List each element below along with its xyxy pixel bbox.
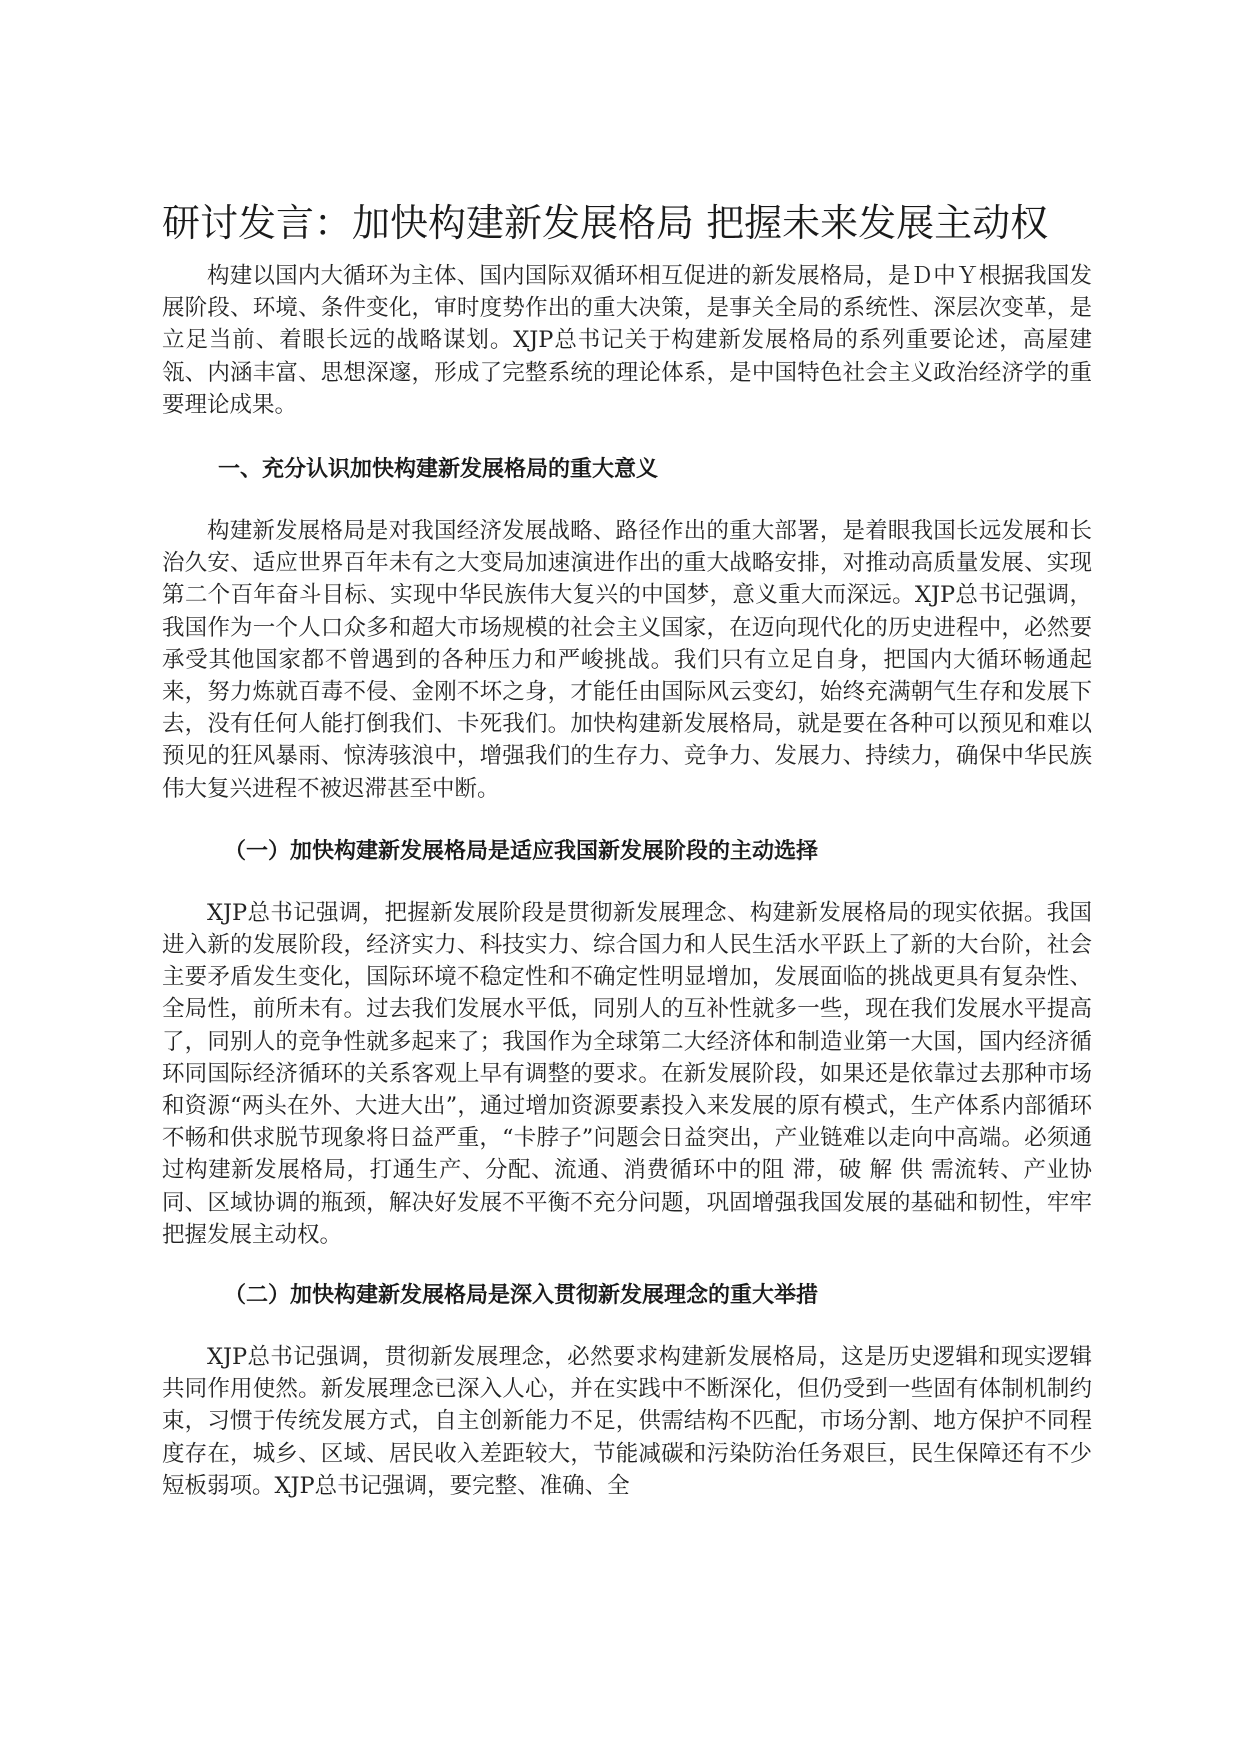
section-heading-1: 一、充分认识加快构建新发展格局的重大意义 bbox=[218, 456, 659, 483]
section1-paragraph: 构建新发展格局是对我国经济发展战略、路径作出的重大部署，是着眼我国长远发展和长治久安、适应世界百年未有之大变局加速演进作出的重大战略安排，对推动高质量发展、实现第二个百年奋斗目标、实现中华民族伟大复兴的中国梦，意义重大而深远。XJP总书记强调，我国作为一个人口众多和超大市场规模的社会主义国家，在迈向现代化的历史进程中，必然要承受其他国家都不曾遇到的各种压力和严峻挑战。我们只有立足自身，把国内大循环畅通起来，努力炼就百毒不侵、金刚不坏之身，才能任由国际风云变幻，始终充满朝气生存和发展下去，没有任何人能打倒我们、卡死我们。加快构建新发展格局，就是要在各种可以预见和难以预见的狂风暴雨、惊涛骇浪中，增强我们的生存力、竞争力、发展力、持续力，确保中华民族伟大复兴进程不被迟滞甚至中断。 bbox=[162, 518, 1092, 802]
subsection2-paragraph: XJP总书记强调，贯彻新发展理念，必然要求构建新发展格局，这是历史逻辑和现实逻辑共同作用使然。新发展理念已深入人心，并在实践中不断深化，但仍受到一些固有体制机制约束，习惯于传统发展方式，自主创新能力不足，供需结构不匹配，市场分割、地方保护不同程度存在，城乡、区域、居民收入差距较大，节能减碳和污染防治任务艰巨，民生保障还有不少短板弱项。XJP总书记强调，要完整、准确、全 bbox=[162, 1344, 1092, 1499]
document-title: 研讨发言：加快构建新发展格局 把握未来发展主动权 bbox=[162, 201, 1049, 245]
intro-paragraph: 构建以国内大循环为主体、国内国际双循环相互促进的新发展格局，是Ｄ中Ｙ根据我国发展阶段、环境、条件变化，审时度势作出的重大决策，是事关全局的系统性、深层次变革，是立足当前、着眼长远的战略谋划。XJP总书记关于构建新发展格局的系列重要论述，高屋建瓴、内涵丰富、思想深邃，形成了完整系统的理论体系，是中国特色社会主义政治经济学的重要理论成果。 bbox=[162, 263, 1092, 418]
document-page bbox=[162, 196, 1092, 1502]
subsection-heading-2: （二）加快构建新发展格局是深入贯彻新发展理念的重大举措 bbox=[224, 1282, 819, 1309]
subsection-heading-1: （一）加快构建新发展格局是适应我国新发展阶段的主动选择 bbox=[224, 837, 819, 864]
subsection1-paragraph: XJP总书记强调，把握新发展阶段是贯彻新发展理念、构建新发展格局的现实依据。我国进入新的发展阶段，经济实力、科技实力、综合国力和人民生活水平跃上了新的大台阶，社会主要矛盾发生变化，国际环境不稳定性和不确定性明显增加，发展面临的挑战更具有复杂性、全局性，前所未有。过去我们发展水平低，同别人的互补性就多一些，现在我们发展水平提高了，同别人的竞争性就多起来了；我国作为全球第二大经济体和制造业第一大国，国内经济循环同国际经济循环的关系客观上早有调整的要求。在新发展阶段，如果还是依靠过去那种市场和资源“两头在外、大进大出”，通过增加资源要素投入来发展的原有模式，生产体系内部循环不畅和供求脱节现象将日益严重，“卡脖子”问题会日益突出，产业链难以走向中高端。必须通过构建新发展格局，打通生产、分配、流通、消费循环中的阻 滞，破 解 供 需流转、产业协同、区域协调的瓶颈，解决好发展不平衡不充分问题，巩固增强我国发展的基础和韧性，牢牢把握发展主动权。 bbox=[162, 899, 1092, 1248]
